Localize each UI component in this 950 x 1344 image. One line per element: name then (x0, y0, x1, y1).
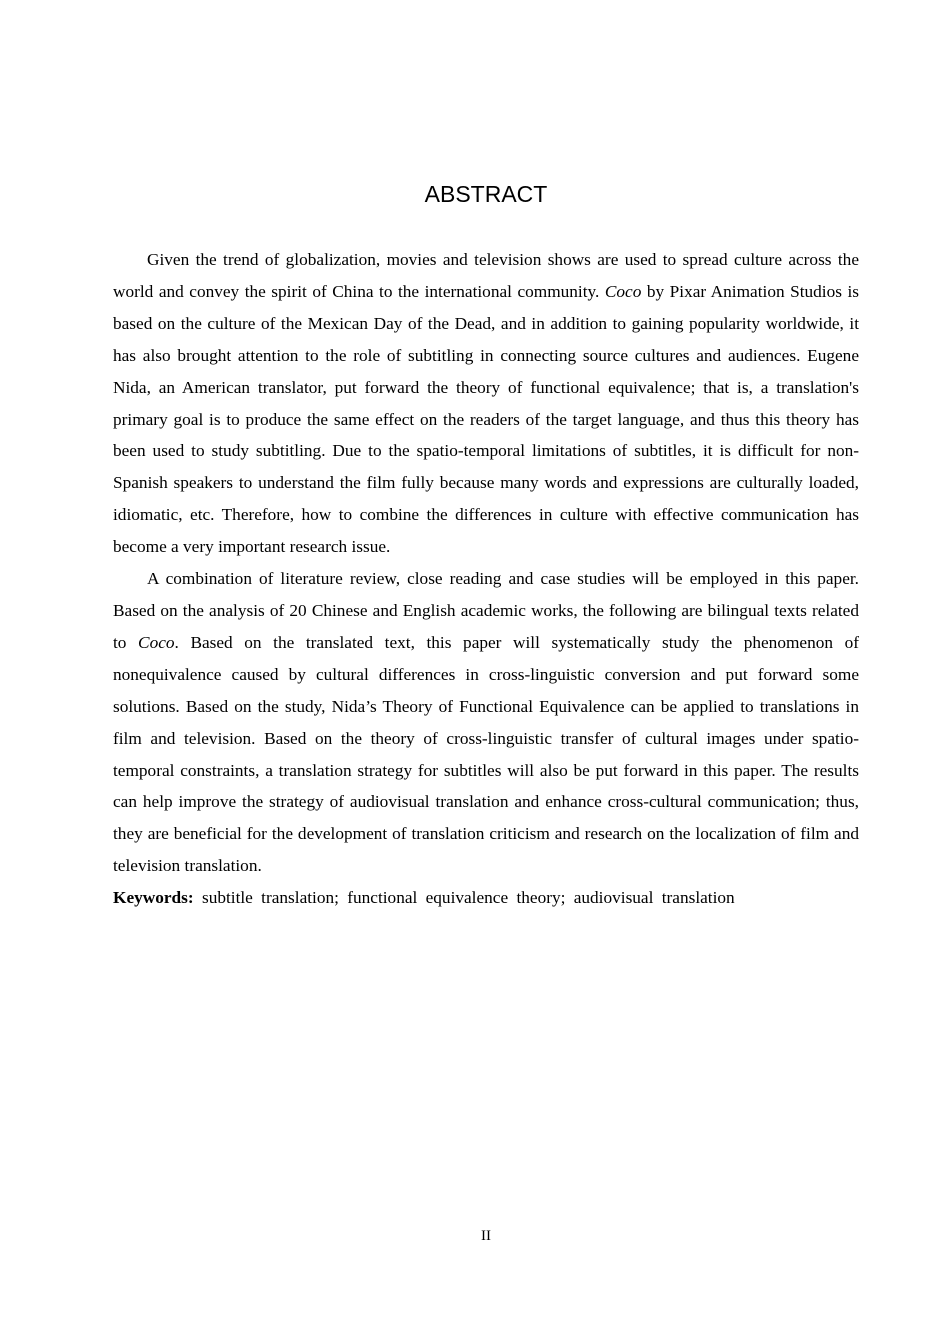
film-title-italic: Coco (138, 632, 175, 652)
paragraph-2-text-b: . Based on the translated text, this paper will systematically study the phenomenon of nonequivalence caused by cultural differences in cross-linguistic conversion and put forward some solutions. Based on the study, Nida’s Theory of Functional Equivalence can be applied to translations in film and television. Based on the theory of cross-linguistic transfer of cultural images under spatio-temporal constraints, a translation strategy for subtitles will also be put forward in this paper. The results can help improve the strategy of audiovisual translation and enhance cross-cultural communication; thus, they are beneficial for the development of translation criticism and research on the localization of film and television translation. (113, 632, 859, 876)
paragraph-2-text-a: A combination of literature review, close reading and case studies will be employed in this paper. Based on the analysis of 20 Chinese and English academic works, the following are bilingual texts related to (113, 569, 859, 652)
paragraph-1-text-b: by Pixar Animation Studios is based on the culture of the Mexican Day of the Dead, and in addition to gaining popularity worldwide, it has also brought attention to the role of subtitling in connecting source cultures and audiences. Eugene Nida, an American translator, put forward the theory of functional equivalence; that is, a translation's primary goal is to produce the same effect on the readers of the target language, and thus this theory has been used to study subtitling. Due to the spatio-temporal limitations of subtitles, it is difficult for non-Spanish speakers to understand the film fully because many words and expressions are culturally loaded, idiomatic, etc. Therefore, how to combine the differences in culture with effective communication has become a very important research issue. (113, 281, 860, 557)
keywords-line (113, 882, 859, 914)
paragraph-1-text-a: Given the trend of globalization, movies and television shows are used to spread culture across the world and convey the spirit of China to the international community. (113, 250, 859, 301)
keywords-label: Keywords: (113, 888, 194, 908)
abstract-body (113, 244, 859, 914)
abstract-paragraph-2 (113, 563, 859, 882)
abstract-title: ABSTRACT (424, 181, 548, 207)
page-number: II (481, 1228, 491, 1244)
abstract-paragraph-1 (113, 244, 859, 563)
film-title-italic: Coco (604, 281, 642, 301)
keywords-text: subtitle translation; functional equivalence theory; audiovisual translation (201, 888, 735, 908)
